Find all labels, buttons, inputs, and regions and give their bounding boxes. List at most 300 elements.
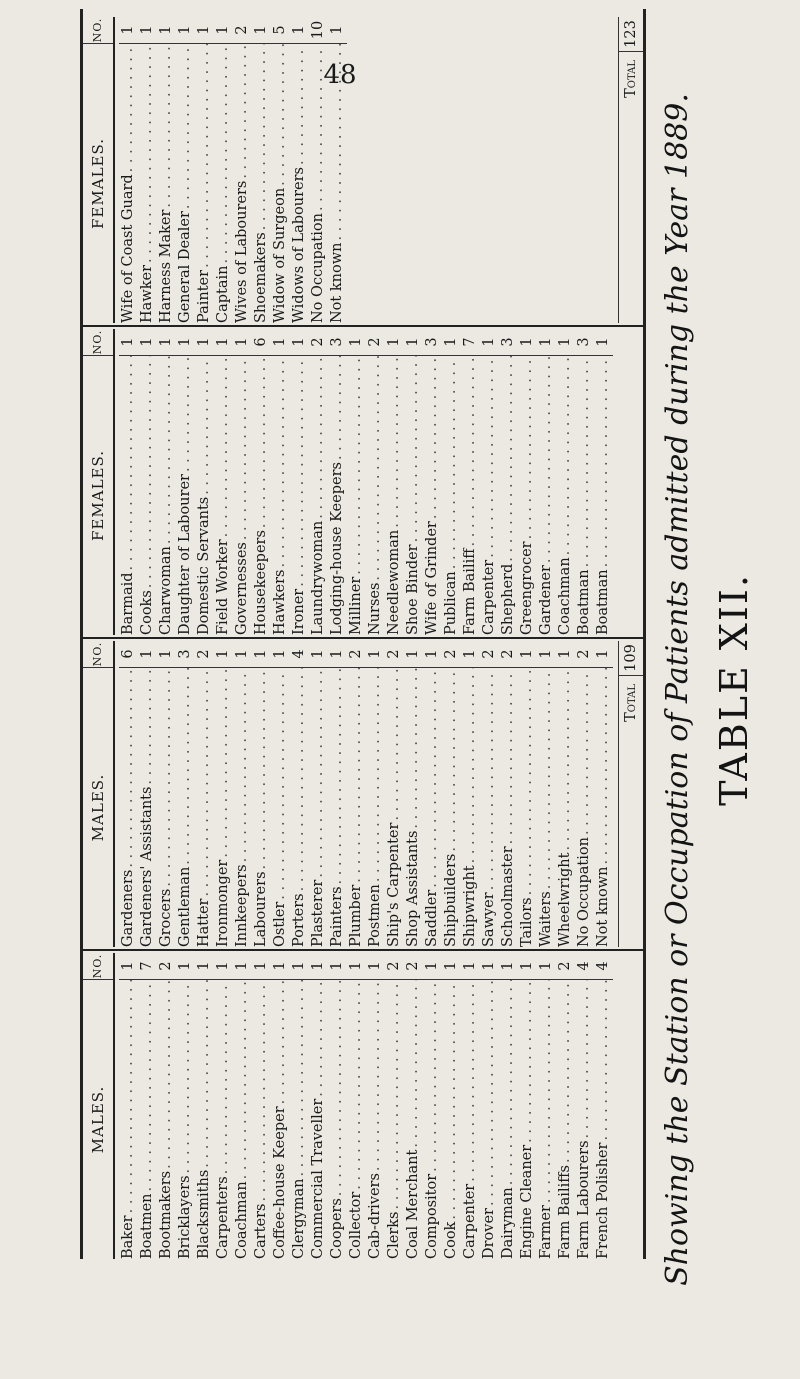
occupation-count: 1 <box>138 17 157 44</box>
occupation-row <box>138 953 157 1259</box>
occupation-label: Coachman <box>234 1181 250 1259</box>
occupation-label: Plumber <box>348 884 364 947</box>
occupation-list <box>115 641 613 947</box>
occupation-count: 1 <box>404 641 423 668</box>
occupation-label: Baker <box>120 1215 136 1259</box>
occupation-row <box>423 329 442 635</box>
occupation-row <box>366 953 385 1259</box>
occupation-label: Shipwright <box>462 865 478 947</box>
leader-dots <box>575 980 594 1140</box>
occupation-label: Compositor <box>424 1173 440 1259</box>
occupation-row <box>252 641 271 947</box>
occupation-row <box>347 329 366 635</box>
occupation-row <box>537 641 556 947</box>
leader-dots <box>461 356 480 548</box>
occupation-row <box>404 641 423 947</box>
leader-dots <box>442 668 461 854</box>
occupation-label: Ship's Carpenter <box>386 822 402 947</box>
occupation-count: 3 <box>575 329 594 356</box>
leader-dots <box>385 668 404 823</box>
occupation-count: 2 <box>499 641 518 668</box>
occupation-row <box>176 953 195 1259</box>
occupation-label: Dairyman <box>500 1187 516 1259</box>
total-label: Total <box>623 60 639 98</box>
leader-dots <box>138 980 157 1193</box>
occupation-row <box>309 329 328 635</box>
occupation-row <box>480 641 499 947</box>
leader-dots <box>366 668 385 884</box>
leader-dots <box>347 356 366 577</box>
total-value: 123 <box>619 17 643 52</box>
occupation-label: Painter <box>196 269 212 323</box>
occupation-row <box>214 641 233 947</box>
column-header: MALES. <box>89 1085 107 1154</box>
leader-dots <box>423 668 442 890</box>
leader-dots <box>309 668 328 880</box>
leader-dots <box>575 668 594 837</box>
occupation-label: Needlewoman <box>386 529 402 635</box>
occupation-column <box>83 641 643 947</box>
occupation-row <box>423 953 442 1259</box>
occupation-label: Hatter <box>196 898 212 947</box>
occupation-row <box>442 641 461 947</box>
occupation-count: 1 <box>252 641 271 668</box>
occupation-row <box>176 17 195 323</box>
occupation-row <box>252 953 271 1259</box>
occupation-row <box>480 329 499 635</box>
occupation-row <box>366 329 385 635</box>
occupation-count: 1 <box>233 329 252 356</box>
occupation-count: 2 <box>442 641 461 668</box>
occupation-label: Nurses <box>367 582 383 635</box>
occupation-row <box>290 17 309 323</box>
leader-dots <box>252 44 271 232</box>
leader-dots <box>442 980 461 1222</box>
occupation-count: 1 <box>119 953 138 980</box>
occupation-count: 6 <box>119 641 138 668</box>
occupation-label: Grocers <box>158 888 174 947</box>
occupation-count: 1 <box>290 17 309 44</box>
occupation-row <box>594 641 613 947</box>
occupation-label: Cab-drivers <box>367 1173 383 1259</box>
occupation-list <box>115 17 347 323</box>
occupation-count: 3 <box>176 641 195 668</box>
occupation-label: Collector <box>348 1191 364 1259</box>
occupation-row <box>385 641 404 947</box>
leader-dots <box>157 356 176 546</box>
leader-dots <box>176 668 195 867</box>
occupation-row <box>195 17 214 323</box>
leader-dots <box>518 980 537 1145</box>
occupation-list <box>115 329 613 635</box>
leader-dots <box>119 668 138 870</box>
leader-dots <box>404 356 423 544</box>
leader-dots <box>233 980 252 1181</box>
occupation-row <box>214 329 233 635</box>
leader-dots <box>157 980 176 1171</box>
column-header: FEMALES. <box>89 450 107 541</box>
occupation-label: Labourers <box>253 871 269 947</box>
occupation-row <box>157 17 176 323</box>
occupation-label: Greengrocer <box>519 541 535 635</box>
occupation-column <box>83 953 643 1259</box>
occupation-row <box>556 641 575 947</box>
occupation-count: 1 <box>328 641 347 668</box>
occupation-row <box>423 641 442 947</box>
occupation-row <box>309 953 328 1259</box>
occupation-row <box>271 953 290 1259</box>
occupation-label: Not known <box>595 866 611 947</box>
occupation-count: 1 <box>309 953 328 980</box>
occupation-row <box>233 953 252 1259</box>
occupation-count: 2 <box>480 641 499 668</box>
occupation-count: 1 <box>594 641 613 668</box>
occupation-row <box>518 329 537 635</box>
occupation-row <box>195 641 214 947</box>
leader-dots <box>271 44 290 188</box>
leader-dots <box>347 668 366 885</box>
occupation-row <box>461 953 480 1259</box>
occupation-count: 1 <box>138 641 157 668</box>
occupation-row <box>575 953 594 1259</box>
leader-dots <box>309 356 328 521</box>
occupation-count: 1 <box>119 329 138 356</box>
occupation-row <box>385 329 404 635</box>
occupation-count: 1 <box>328 17 347 44</box>
number-header: NO. <box>83 329 113 356</box>
occupation-count: 2 <box>309 329 328 356</box>
leader-dots <box>556 668 575 853</box>
leader-dots <box>461 980 480 1184</box>
occupation-count: 1 <box>157 641 176 668</box>
occupation-count: 1 <box>176 17 195 44</box>
occupation-row <box>157 953 176 1259</box>
occupation-count: 1 <box>214 329 233 356</box>
leader-dots <box>518 356 537 541</box>
occupation-row <box>271 329 290 635</box>
occupation-count: 1 <box>518 953 537 980</box>
occupation-label: Laundrywoman <box>310 520 326 635</box>
leader-dots <box>575 356 594 569</box>
leader-dots <box>233 668 252 864</box>
occupation-row <box>271 17 290 323</box>
occupation-row <box>119 17 138 323</box>
leader-dots <box>404 668 423 831</box>
occupation-row <box>499 953 518 1259</box>
occupation-label: Shoemakers <box>253 232 269 323</box>
occupation-count: 1 <box>556 641 575 668</box>
occupation-label: Housekeepers <box>253 530 269 635</box>
occupation-row <box>518 641 537 947</box>
leader-dots <box>499 356 518 564</box>
occupation-row <box>176 641 195 947</box>
occupation-count: 1 <box>176 329 195 356</box>
occupation-row <box>252 329 271 635</box>
leader-dots <box>233 44 252 181</box>
leader-dots <box>157 668 176 889</box>
leader-dots <box>195 668 214 899</box>
occupation-count: 3 <box>499 329 518 356</box>
occupation-count: 2 <box>195 641 214 668</box>
leader-dots <box>518 668 537 897</box>
occupation-count: 1 <box>157 329 176 356</box>
leader-dots <box>138 356 157 590</box>
occupation-label: Blacksmiths <box>196 1169 212 1259</box>
occupation-count: 1 <box>461 953 480 980</box>
leader-dots <box>499 668 518 846</box>
leader-dots <box>347 980 366 1192</box>
occupation-label: Saddler <box>424 889 440 947</box>
occupation-count: 1 <box>404 329 423 356</box>
occupation-label: Widows of Labourers <box>291 167 307 323</box>
occupation-row <box>290 641 309 947</box>
leader-dots <box>195 980 214 1170</box>
occupation-label: Milliner <box>348 576 364 635</box>
occupation-row <box>328 953 347 1259</box>
occupation-label: Carpenters <box>215 1176 231 1259</box>
occupation-label: Wives of Labourers <box>234 180 250 323</box>
occupation-count: 1 <box>594 329 613 356</box>
leader-dots <box>594 356 613 569</box>
leader-dots <box>385 980 404 1212</box>
leader-dots <box>309 44 328 213</box>
page-number: 48 <box>323 60 357 90</box>
occupation-row <box>176 329 195 635</box>
occupation-label: Waiters <box>538 891 554 947</box>
leader-dots <box>442 356 461 571</box>
occupation-label: Ostler <box>272 901 288 947</box>
occupation-row <box>138 641 157 947</box>
occupation-row <box>347 641 366 947</box>
occupation-count: 1 <box>138 329 157 356</box>
leader-dots <box>594 668 613 867</box>
occupation-count: 1 <box>556 329 575 356</box>
occupation-row <box>233 17 252 323</box>
occupation-label: French Polisher <box>595 1142 611 1259</box>
leader-dots <box>290 44 309 167</box>
occupation-label: Porters <box>291 893 307 947</box>
occupation-row <box>119 329 138 635</box>
occupation-row <box>195 953 214 1259</box>
occupation-column <box>83 17 643 323</box>
occupation-label: Carpenter <box>481 559 497 635</box>
leader-dots <box>138 668 157 787</box>
leader-dots <box>328 44 347 243</box>
occupation-row <box>309 17 328 323</box>
occupation-label: Engine Cleaner <box>519 1144 535 1259</box>
occupation-label: Painters <box>329 886 345 947</box>
occupation-label: Gardener <box>538 565 554 635</box>
leader-dots <box>195 44 214 270</box>
occupation-count: 1 <box>461 641 480 668</box>
occupation-row <box>347 953 366 1259</box>
occupation-row <box>252 17 271 323</box>
occupation-label: Governesses <box>234 542 250 635</box>
occupation-count: 1 <box>233 953 252 980</box>
occupation-label: Widow of Surgeon <box>272 187 288 323</box>
occupation-row <box>119 641 138 947</box>
occupation-label: Farm Bailiffs <box>557 1165 573 1259</box>
occupation-label: Wife of Coast Guard <box>120 174 136 323</box>
table-title: TABLE XII. <box>712 573 756 806</box>
occupation-label: Farm Bailiff <box>462 548 478 635</box>
occupation-column <box>83 329 643 635</box>
occupation-count: 1 <box>233 641 252 668</box>
occupation-label: Bootmakers <box>158 1170 174 1259</box>
occupation-count: 1 <box>347 953 366 980</box>
occupation-label: Lodging-house Keepers <box>329 462 345 635</box>
column-header: MALES. <box>89 773 107 842</box>
occupation-label: Plasterer <box>310 879 326 947</box>
number-header: NO. <box>83 641 113 668</box>
leader-dots <box>233 356 252 542</box>
occupation-count: 1 <box>328 953 347 980</box>
occupation-count: 1 <box>290 329 309 356</box>
occupation-label: Wheelwright <box>557 852 573 947</box>
occupation-count: 3 <box>423 329 442 356</box>
occupation-count: 10 <box>309 17 328 44</box>
occupation-label: Wife of Grinder <box>424 521 440 635</box>
occupation-count: 1 <box>214 953 233 980</box>
occupation-count: 1 <box>423 641 442 668</box>
occupation-count: 1 <box>423 953 442 980</box>
occupation-row <box>138 17 157 323</box>
occupation-row <box>442 953 461 1259</box>
occupation-row <box>328 329 347 635</box>
occupation-label: Drover <box>481 1208 497 1259</box>
occupation-label: Schoolmaster <box>500 846 516 947</box>
leader-dots <box>480 980 499 1208</box>
occupation-count: 1 <box>252 953 271 980</box>
column-divider <box>83 637 643 639</box>
occupation-count: 6 <box>252 329 271 356</box>
number-header: NO. <box>83 17 113 44</box>
occupation-count: 2 <box>385 641 404 668</box>
occupation-label: Gentleman <box>177 866 193 947</box>
occupation-row <box>271 641 290 947</box>
occupation-count: 1 <box>480 953 499 980</box>
occupation-row <box>214 953 233 1259</box>
occupation-label: Publican <box>443 571 459 635</box>
occupation-count: 1 <box>271 641 290 668</box>
occupation-row <box>594 953 613 1259</box>
occupation-row <box>290 953 309 1259</box>
occupation-count: 1 <box>309 641 328 668</box>
leader-dots <box>556 980 575 1165</box>
occupation-count: 1 <box>195 17 214 44</box>
occupation-row <box>233 329 252 635</box>
occupation-label: General Dealer <box>177 211 193 323</box>
occupation-count: 1 <box>442 953 461 980</box>
occupation-count: 1 <box>480 329 499 356</box>
occupation-row <box>119 953 138 1259</box>
column-divider <box>83 949 643 951</box>
occupation-count: 1 <box>366 641 385 668</box>
occupation-count: 1 <box>252 17 271 44</box>
occupation-row <box>404 953 423 1259</box>
leader-dots <box>271 356 290 570</box>
leader-dots <box>119 44 138 174</box>
leader-dots <box>214 980 233 1176</box>
leader-dots <box>252 980 271 1204</box>
leader-dots <box>214 356 233 539</box>
occupation-label: Coachman <box>557 557 573 635</box>
leader-dots <box>119 356 138 572</box>
leader-dots <box>537 668 556 891</box>
occupation-row <box>556 953 575 1259</box>
occupation-row <box>594 329 613 635</box>
occupation-label: Farm Labourers <box>576 1140 592 1259</box>
leader-dots <box>461 668 480 865</box>
leader-dots <box>480 668 499 892</box>
table-subtitle: Showing the Station or Occupation of Patients admitted during the Year 1889. <box>660 93 695 1286</box>
occupation-label: Coal Merchant <box>405 1149 421 1259</box>
occupation-row <box>575 329 594 635</box>
leader-dots <box>252 356 271 530</box>
occupation-count: 3 <box>328 329 347 356</box>
leader-dots <box>366 980 385 1173</box>
leader-dots <box>480 356 499 560</box>
occupation-label: Ironmonger <box>215 859 231 947</box>
occupation-count: 2 <box>385 953 404 980</box>
total-label: Total <box>623 684 639 722</box>
occupation-count: 1 <box>442 329 461 356</box>
occupation-count: 1 <box>366 953 385 980</box>
occupation-row <box>537 953 556 1259</box>
occupation-label: Captain <box>215 265 231 323</box>
leader-dots <box>423 980 442 1174</box>
occupation-count: 1 <box>537 953 556 980</box>
occupation-label: Boatman <box>576 569 592 635</box>
occupation-label: Coffee-house Keeper <box>272 1106 288 1259</box>
leader-dots <box>290 980 309 1179</box>
total-row <box>618 17 643 323</box>
occupation-count: 2 <box>157 953 176 980</box>
leader-dots <box>499 980 518 1187</box>
occupation-label: Clerks <box>386 1211 402 1259</box>
leader-dots <box>176 980 195 1175</box>
occupation-label: Daughter of Labourer <box>177 474 193 635</box>
occupation-row <box>442 329 461 635</box>
occupation-count: 5 <box>271 17 290 44</box>
leader-dots <box>214 44 233 266</box>
occupation-row <box>157 641 176 947</box>
occupation-row <box>157 329 176 635</box>
total-row <box>618 641 643 947</box>
occupation-row <box>518 953 537 1259</box>
occupation-count: 1 <box>385 329 404 356</box>
column-header: FEMALES. <box>89 138 107 229</box>
occupation-row <box>195 329 214 635</box>
occupation-row <box>385 953 404 1259</box>
occupation-count: 1 <box>214 17 233 44</box>
occupation-label: Domestic Servants <box>196 496 212 635</box>
leader-dots <box>290 356 309 589</box>
occupation-row <box>461 641 480 947</box>
occupation-row <box>233 641 252 947</box>
leader-dots <box>271 668 290 902</box>
occupation-row <box>537 329 556 635</box>
occupation-count: 2 <box>233 17 252 44</box>
occupation-count: 1 <box>195 953 214 980</box>
occupation-label: Innkeepers <box>234 864 250 947</box>
occupation-list <box>115 953 613 1259</box>
occupation-count: 1 <box>518 641 537 668</box>
occupation-count: 2 <box>556 953 575 980</box>
occupation-count: 1 <box>271 329 290 356</box>
occupation-count: 1 <box>347 329 366 356</box>
leader-dots <box>404 980 423 1150</box>
